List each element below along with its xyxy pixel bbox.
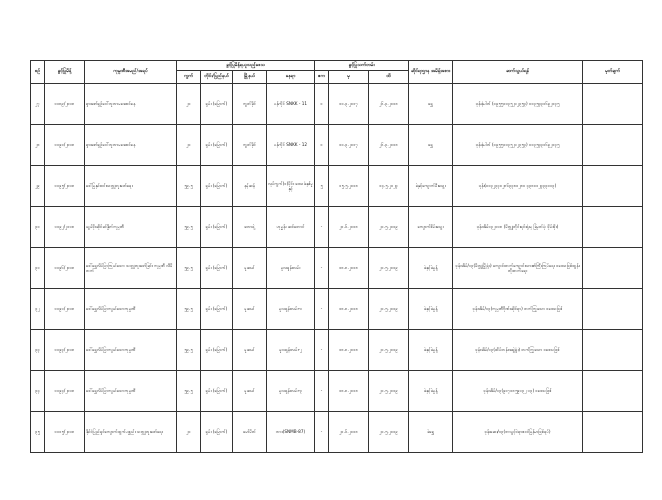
table-body	[31, 84, 643, 453]
permit-table-sheet	[30, 60, 642, 453]
cell-to: ၂၆.၃.၂၀၁၈	[369, 84, 409, 125]
cell-remarks	[583, 289, 643, 330]
cell-from: ၁၀.၃.၂၀၁၇	[329, 125, 369, 166]
table-row	[31, 207, 643, 248]
cell-remarks	[583, 248, 643, 289]
cell-district: မူဆယ်	[233, 248, 267, 289]
cell-address: ဖုန်းဆေး/၁၃(ဘာပွင့်ဝဲရာဇ၀င်မြန်မာဖြစ်ရပ်)	[453, 412, 583, 453]
cell-district: ကွတ်ခိုင်	[233, 84, 267, 125]
cell-place: ဘား(SNMB-87)	[267, 412, 315, 453]
cell-company: ရှားဇော်ရှဉ်ဒေါ်ဘူတာမအောင်နေ	[85, 84, 177, 125]
cell-tract: ၂၀	[177, 125, 201, 166]
cell-to: ၂၀.၅.၂၀၁၉	[369, 248, 409, 289]
cell-permit-no: ၁၁၉၃/၂၀၁၈	[45, 330, 85, 371]
cell-tract: ၅၉.၅	[177, 166, 201, 207]
cell-district: ကွတ်ခိုင်	[233, 125, 267, 166]
cell-tract: ၅၉.၅	[177, 207, 201, 248]
cell-to: ၂၀.၅.၂၀၁၉	[369, 207, 409, 248]
cell-remarks	[583, 330, 643, 371]
cell-place: မူလရှန်းလမ်း-၃	[267, 371, 315, 412]
cell-district: မူဆယ်	[233, 289, 267, 330]
cell-from: ၂၀.၆.၂၀၁၈	[329, 207, 369, 248]
cell-company: ဒေါ်ရွှေလိပ်ပြာကျယ်သောကုမ္ပဏီ	[85, 371, 177, 412]
cell-from: ၁၅.၅.၂၀၁၈	[329, 166, 369, 207]
cell-no: ၃၄	[31, 371, 45, 412]
cell-tract: ၂၀	[177, 84, 201, 125]
cell-area: -	[315, 248, 329, 289]
cell-to: ၂၀.၅.၂၀၁၉	[369, 289, 409, 330]
header-address: ဆက်သွယ်ရန်	[453, 61, 583, 84]
cell-permit-no: ၁၁၈၉/၂၀၁၈	[45, 84, 85, 125]
cell-from: ၁၈.၈.၂၀၁၈	[329, 330, 369, 371]
header-place: နေရာ	[267, 71, 315, 84]
cell-place: ပန်ကိုင် SNKK - 11	[267, 84, 315, 125]
cell-no: ၃၅	[31, 412, 45, 453]
cell-township: ရှမ်း (မြောက်)	[201, 84, 233, 125]
cell-from: ၂၀.၆.၂၀၁၈	[329, 412, 369, 453]
cell-status: ခဲနှင့်ခဲမှုန့်	[409, 371, 453, 412]
cell-no: ၂၉	[31, 166, 45, 207]
cell-from: ၁၈.၈.၂၀၁၈	[329, 371, 369, 412]
header-township: တိုင်း/ပြည်နယ်	[201, 71, 233, 84]
cell-no: ၃၀	[31, 207, 45, 248]
cell-address: ဖုန်းအိမ်/၁၃(မိတ္တူမြို့ရုံး) ကျောင်းတက်ကျောင်းသား၏ကြီးကြပ်ရေး ဝဒေသဖြစ်ထွန်းတိုးတက်ရေး	[453, 248, 583, 289]
cell-tract: ၅၉.၅	[177, 289, 201, 330]
cell-to: ၂၆.၃.၂၀၁၈	[369, 125, 409, 166]
cell-township: ရှမ်း (မြောက်)	[201, 207, 233, 248]
cell-company: ဒေါ်ရွှေလိပ်ပြာကျယ်သောကုမ္ပဏီ	[85, 330, 177, 371]
cell-to: ၂၀.၅.၂၀၁၉	[369, 330, 409, 371]
cell-address: ဖုန်းအိမ်၁၃၂၀၁၈ (မိတ္တူတိုင်းရင်းရုံးမှ ခြံမှတ်ပုံ၊ ဖိုမ်းဖိုး)	[453, 207, 583, 248]
cell-permit-no: ၁၁၉၆/၂၀၁၈	[45, 248, 85, 289]
cell-place: လုပ်ကွက်(၁)ပိုင်း ဒေသခံနှစ်မှုနှင့်	[267, 166, 315, 207]
cell-district: နမ့်ဆန်	[233, 166, 267, 207]
header-to: ထိ	[369, 71, 409, 84]
table-row	[31, 371, 643, 412]
cell-permit-no: ၁၁၉၄/၂၀၁၈	[45, 371, 85, 412]
cell-township: ရှမ်း (မြောက်)	[201, 371, 233, 412]
cell-status: ခဲနှင့်ခဲမှုန့်	[409, 330, 453, 371]
cell-area: -	[315, 412, 329, 453]
cell-address: ဖုန်းအိမ်/၁၃(၉၀၇၀၈၅၉၁၃၂ ၁၃) ဝဒေသဖြစ်	[453, 371, 583, 412]
cell-status: ကျောက်စိမ်းသွေး	[409, 207, 453, 248]
table-row	[31, 248, 643, 289]
header-group-permit-period: ခွင့်ပြုသက်တမ်း	[315, 61, 409, 71]
cell-remarks	[583, 84, 643, 125]
cell-company: ဒေါ်ရွှေလိပ်ပြာကြယ်သော သတ္တုတူးဖော်ခြင်း ကုမ္ပဏီ လီမိတက်	[85, 248, 177, 289]
cell-place: မူလရှန်းလမ်း	[267, 248, 315, 289]
cell-no: ၃၂	[31, 289, 45, 330]
cell-place: မူလရှန်းလမ်း-၂	[267, 330, 315, 371]
cell-area: -	[315, 371, 329, 412]
cell-to: ၂၀.၅.၂၀၁၉	[369, 371, 409, 412]
cell-status: ရွှေ	[409, 125, 453, 166]
table-row	[31, 166, 643, 207]
cell-company: ယွမ်ဖိုးဆိုင်ခင်နှိုက်ကုမ္ပဏီ	[85, 207, 177, 248]
cell-company: နိုင်ငံပြည်ရှင်ကျောက်ထွက်ပစ္စည်း သတ္တုတူးဖော်ရေး	[85, 412, 177, 453]
cell-tract: ၅၉.၅	[177, 330, 201, 371]
header-group-license-info: ခွင့်ပြုမိန့်ရယူသည့်ဒေသ	[177, 61, 315, 71]
cell-status: ခဲရွှေ	[409, 412, 453, 453]
cell-from: ၁၈.၈.၂၀၁၈	[329, 248, 369, 289]
cell-no: ၃၃	[31, 330, 45, 371]
cell-address: ဖုန်းနံပါတ် (၀၉၅၅၁၁၃၅၂၁၂၃၅၃) ၀၁၃၅၄၃၁၆၉၂၁၃၅	[453, 84, 583, 125]
cell-status: ခဲနှင့်ကျောက်မီးသွေး	[409, 166, 453, 207]
cell-township: ရှမ်း (မြောက်)	[201, 248, 233, 289]
cell-remarks	[583, 371, 643, 412]
cell-remarks	[583, 166, 643, 207]
cell-permit-no: ၁၁၉၅/၂၀၁၈	[45, 166, 85, 207]
cell-status: ခဲနှင့်ခဲမှုန့်	[409, 248, 453, 289]
cell-address: ဖုန်း(၀၁၃၂၃၃၀၂၈၆၃၃၈၀၂၈၀ ၄၃၈၀၁၂၃၃၃၀၁၃)	[453, 166, 583, 207]
table-row	[31, 289, 643, 330]
cell-from: ၁၀.၃.၂၀၁၇	[329, 84, 369, 125]
cell-area: -	[315, 207, 329, 248]
cell-permit-no: ၁၁၉၀/၂၀၁၈	[45, 125, 85, 166]
table-row	[31, 412, 643, 453]
cell-place: ပန်ကိုင် SNKK - 12	[267, 125, 315, 166]
cell-address: ဖုန်းအိမ်/၁၃(ထိပ်တန်းအဖွဲ့ရုံး) တက်ကြွသော ဝဒေသဖြစ်	[453, 330, 583, 371]
cell-no: ၂၇	[31, 84, 45, 125]
cell-no: ၂၈	[31, 125, 45, 166]
cell-tract: ၅၉.၅	[177, 371, 201, 412]
cell-no: ၃၁	[31, 248, 45, 289]
cell-area: ၁	[315, 84, 329, 125]
cell-permit-no: ၁၁၉၂/၂၀၁၈	[45, 207, 85, 248]
header-no: စဉ်	[31, 61, 45, 84]
cell-company: ဒေါ်ရွှေလိပ်ပြာကျယ်သောကုမ္ပဏီ	[85, 289, 177, 330]
table-row	[31, 84, 643, 125]
table-row	[31, 125, 643, 166]
cell-address: ဖုန်းအိမ်/၁၃(ကုမ္ပဏီဂိုဏ်းဆိုင်ရာ) တက်ကြွသော ဝဒေသဖြစ်	[453, 289, 583, 330]
cell-to: ၂၀.၅.၂၀၁၉	[369, 412, 409, 453]
header-remarks: မှတ်ချက်	[583, 61, 643, 84]
header-tract: ကွက်	[177, 71, 201, 84]
cell-remarks	[583, 207, 643, 248]
cell-township: ရှမ်း (မြောက်)	[201, 330, 233, 371]
cell-company: ဒေါ်မြနှင်းဝင်းသတ္တုတူးဖော်ရေး	[85, 166, 177, 207]
cell-to: ၁၄.၅.၂၀၂၃	[369, 166, 409, 207]
header-from: မှ	[329, 71, 369, 84]
cell-township: ရှမ်း (မြောက်)	[201, 166, 233, 207]
cell-company: ရှားဇော်ရှဉ်ဒေါ်ဘူတာမအောင်နေ	[85, 125, 177, 166]
cell-district: ဘောရဲ့	[233, 207, 267, 248]
cell-remarks	[583, 412, 643, 453]
cell-status: ခဲနှင့်ခဲမှုန့်	[409, 289, 453, 330]
cell-from: ၁၈.၈.၂၀၁၈	[329, 289, 369, 330]
permit-table	[30, 60, 643, 453]
header-status: ဆိုင်ရာဌာန အမိန့်အစား	[409, 61, 453, 84]
cell-area: -	[315, 289, 329, 330]
header-district: မြို့နယ်	[233, 71, 267, 84]
cell-area: ၅	[315, 166, 329, 207]
cell-township: ရှမ်း (မြောက်)	[201, 289, 233, 330]
cell-district: မူဆယ်	[233, 371, 267, 412]
cell-permit-no: ၁၁၉၁/၂၀၁၈	[45, 289, 85, 330]
cell-township: ရှမ်း (မြောက်)	[201, 125, 233, 166]
cell-place: မူလရှန်းလမ်း-၁	[267, 289, 315, 330]
cell-district: မော်မိတ်	[233, 412, 267, 453]
header-permit-no: ခွင့်ပြုမိန့်	[45, 61, 85, 84]
cell-area: -	[315, 330, 329, 371]
cell-status: ရွှေ	[409, 84, 453, 125]
cell-place: ဟုမ္မန်း ဆင်တောင်	[267, 207, 315, 248]
cell-area: ၁	[315, 125, 329, 166]
header-area: ဧက	[315, 71, 329, 84]
header-company: ကုမ္ပဏီအမည်/အရပ်	[85, 61, 177, 84]
cell-remarks	[583, 125, 643, 166]
cell-township: ရှမ်း (မြောက်)	[201, 412, 233, 453]
cell-district: မူဆယ်	[233, 330, 267, 371]
cell-tract: ၅၉.၅	[177, 248, 201, 289]
cell-address: ဖုန်းနံပါတ် (၀၉၅၅၁၁၃၅၂၁၂၃၅၃) ၀၁၃၅၄၃၁၆၉၂၁၃၅	[453, 125, 583, 166]
cell-permit-no: ၁၁၀၅/၂၀၁၈	[45, 412, 85, 453]
cell-tract: ၂၀	[177, 412, 201, 453]
table-row	[31, 330, 643, 371]
